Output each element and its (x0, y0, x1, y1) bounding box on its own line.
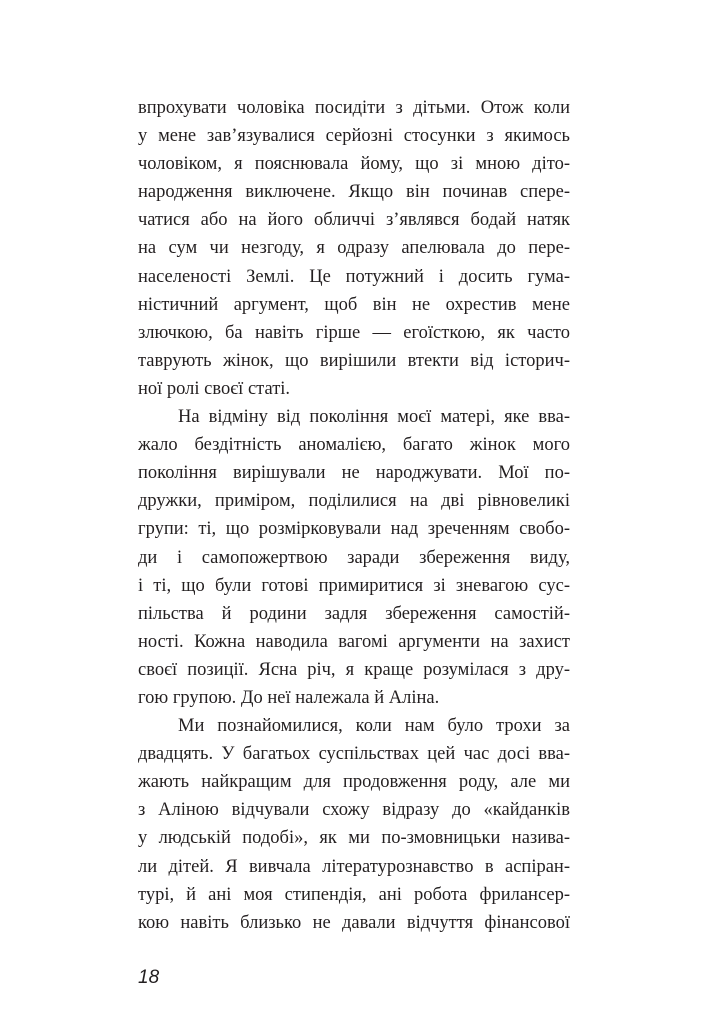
text-line: своєї позиції. Ясна річ, я краще розумілася з дру- (138, 659, 570, 680)
text-line: злючкою, ба навіть гірше — егоїсткою, як часто (138, 322, 570, 343)
text-line: таврують жінок, що вирішили втекти від історич- (138, 350, 570, 371)
text-line: народження виключене. Якщо він починав спере- (138, 182, 570, 203)
paragraph-end-line: ної ролі своєї статі. (138, 378, 291, 399)
text-line: турі, й ані моя стипендія, ані робота фрилансер- (138, 884, 570, 905)
text-line: у людській подобі», як ми по-змовницьки назива- (138, 828, 570, 849)
text-line: групи: ті, що розмірковували над зреченням свобо- (138, 519, 570, 540)
text-line: чоловіком, я пояснювала йому, що зі мною діто- (138, 154, 570, 175)
paragraph-end-line: гою групою. До неї належала й Аліна. (138, 687, 440, 708)
text-line: дружки, приміром, поділилися на дві рівновеликі (138, 491, 570, 512)
text-line: кою навіть близько не давали відчуття фінансової (138, 912, 570, 933)
text-line: ністичний аргумент, щоб він не охрестив мене (138, 294, 570, 315)
text-line: чатися або на його обличчі з’являвся бодай натяк (138, 210, 570, 231)
page-number: 18 (138, 967, 160, 988)
text-line: у мене зав’язувалися серйозні стосунки з якимось (138, 126, 570, 147)
text-line: з Аліною відчували схожу відразу до «кайданків (138, 800, 570, 821)
text-line: і ті, що були готові примиритися зі зневагою сус- (138, 575, 570, 596)
text-line: покоління вирішували не народжувати. Мої по- (138, 463, 570, 484)
text-line: ності. Кожна наводила вагомі аргументи на захист (138, 631, 570, 652)
paragraph-first-line: На відміну від покоління моєї матері, яке вва- (178, 407, 570, 428)
text-line: пільства й родини задля збереження самостій- (138, 603, 570, 624)
text-line: населеності Землі. Це потужний і досить гума- (138, 266, 570, 287)
text-line: жало бездітність аномалією, багато жінок мого (138, 435, 570, 456)
text-line: двадцять. У багатьох суспільствах цей час досі вва- (138, 744, 570, 765)
text-line: впрохувати чоловіка посидіти з дітьми. Отож коли (138, 98, 570, 118)
text-line: ли дітей. Я вивчала літературознавство в аспіран- (138, 856, 570, 877)
paragraph-first-line: Ми познайомилися, коли нам було трохи за (178, 716, 570, 737)
text-line: ди і самопожертвою заради збереження виду, (138, 547, 570, 568)
body-text (138, 94, 570, 937)
text-line: жають найкращим для продовження роду, але ми (138, 772, 570, 793)
text-line: на сум чи незгоду, я одразу апелювала до пере- (138, 238, 570, 259)
